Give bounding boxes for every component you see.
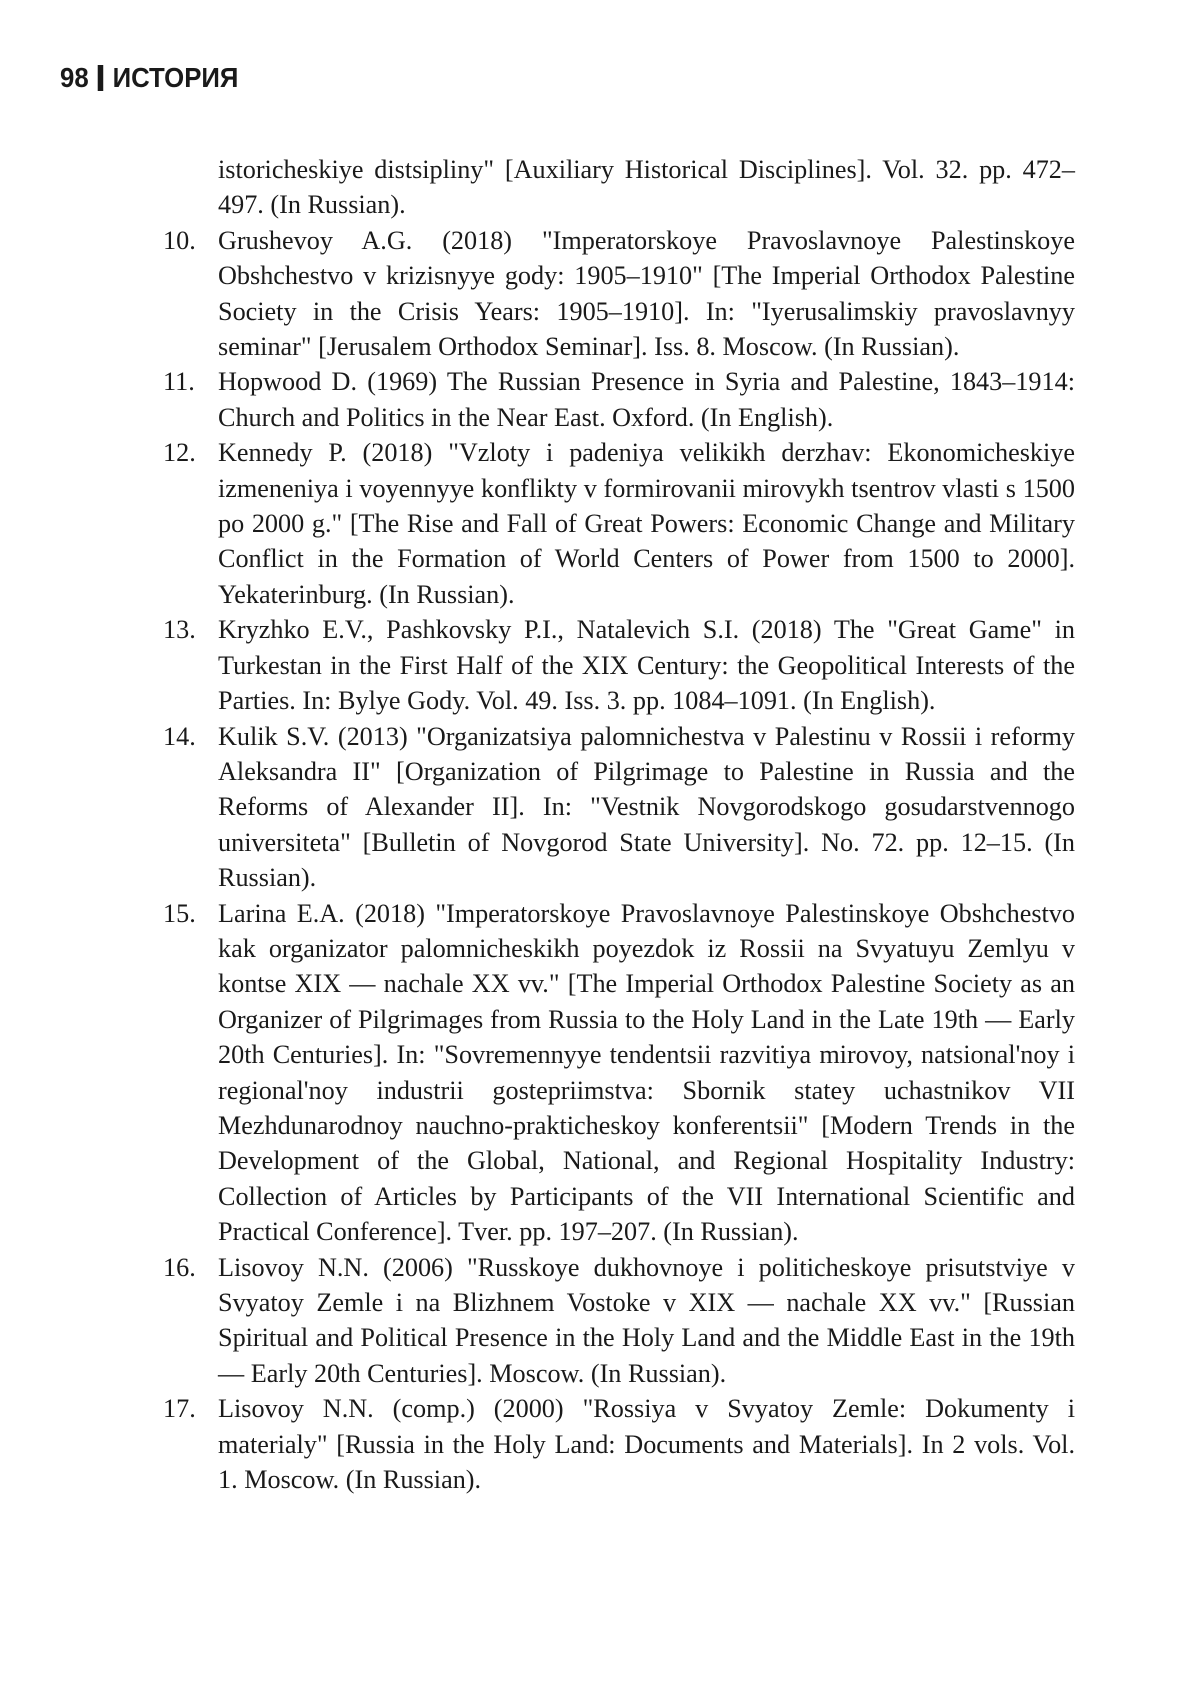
reference-text: Grushevoy A.G. (2018) "Imperatorskoye Pravoslavnoye Palestinskoye Obshchestvo v krizisnyye gody: 1905–1910" [The Imperial Orthodox Palestine Society in the Crisis Years: 1905–1910]. In: "Iyerusalimskiy pravoslavnyy seminar" [Jerusalem Orthodox Seminar]. Iss. 8. Moscow. (In Russian). (218, 225, 1075, 362)
reference-text: Kennedy P. (2018) "Vzloty i padeniya velikikh derzhav: Ekonomicheskiye izmeneniya i voyennyye konflikty v formirovanii mirovykh tsentrov vlasti s 1500 po 2000 g." [The Rise and Fall of Great Powers: Economic Change and Military Conflict in the Formation of World Centers of Power from 1500 to 2000]. Yekaterinburg. (In Russian). (218, 438, 1075, 609)
reference-number: 13. (163, 615, 196, 645)
page-number: 98 (60, 62, 89, 93)
reference-item (163, 896, 1075, 1250)
reference-item (163, 435, 1075, 612)
reference-list (163, 152, 1075, 1497)
reference-number: 14. (163, 721, 196, 751)
reference-item (163, 1250, 1075, 1392)
reference-number: 10. (163, 225, 196, 255)
reference-number: 15. (163, 898, 196, 928)
reference-text: Kryzhko E.V., Pashkovsky P.I., Natalevich S.I. (2018) The "Great Game" in Turkestan in the First Half of the XIX Century: the Geopolitical Interests of the Parties. In: Bylye Gody. Vol. 49. Iss. 3. pp. 1084–1091. (In English). (218, 615, 1075, 716)
reference-item (163, 612, 1075, 718)
reference-item (163, 719, 1075, 896)
reference-item (163, 364, 1075, 435)
reference-text: Kulik S.V. (2013) "Organizatsiya palomnichestva v Palestinu v Rossii i reformy Aleksandra II" [Organization of Pilgrimage to Palestine in Russia and the Reforms of Alexander II]. In: "Vestnik Novgorodskogo gosudarstvennogo universiteta" [Bulletin of Novgorod State University]. No. 72. pp. 12–15. (In Russian). (218, 721, 1075, 893)
reference-text: Lisovoy N.N. (2006) "Russkoye dukhovnoye i politicheskoye prisutstviye v Svyatoy Zemle i na Blizhnem Vostoke v XIX — nachale XX vv." [Russian Spiritual and Political Presence in the Holy Land and the Middle East in the 19th — Early 20th Centuries]. Moscow. (In Russian). (218, 1252, 1075, 1388)
section-title: ИСТОРИЯ (112, 62, 239, 93)
reference-item (163, 1391, 1075, 1497)
reference-text: Lisovoy N.N. (comp.) (2000) "Rossiya v Svyatoy Zemle: Dokumenty i materialy" [Russia in the Holy Land: Documents and Materials]. In 2 vols. Vol. 1. Moscow. (In Russian). (218, 1394, 1075, 1495)
header-separator (98, 65, 104, 91)
reference-number: 17. (163, 1394, 196, 1424)
reference-text: Larina E.A. (2018) "Imperatorskoye Pravoslavnoye Palestinskoye Obshchestvo kak organizator palomnicheskikh poyezdok iz Rossii na Svyatuyu Zemlyu v kontse XIX — nachale XX vv." [The Imperial Orthodox Palestine Society as an Organizer of Pilgrimages from Russia to the Holy Land in the Late 19th — Early 20th Centuries]. In: "Sovremennyye tendentsii razvitiya mirovoy, natsional'noy i regional'noy industrii gostepriimstva: Sbornik statey uchastnikov VII Mezhdunarodnoy nauchno-prakticheskoy konferentsii" [Modern Trends in the Development of the Global, National, and Regional Hospitality Industry: Collection of Articles by Participants of the VII International Scientific and Practical Conference]. Tver. pp. 197–207. (In Russian). (218, 898, 1075, 1247)
reference-item (163, 223, 1075, 365)
reference-text: Hopwood D. (1969) The Russian Presence in Syria and Palestine, 1843–1914: Church and Politics in the Near East. Oxford. (In English). (218, 367, 1075, 432)
reference-number: 16. (163, 1252, 196, 1282)
running-header (60, 62, 238, 94)
reference-number: 11. (163, 367, 195, 397)
reference-continuation: istoricheskiye distsipliny" [Auxiliary Historical Disciplines]. Vol. 32. pp. 472–497. (In Russian). (218, 155, 1075, 220)
reference-number: 12. (163, 438, 196, 468)
